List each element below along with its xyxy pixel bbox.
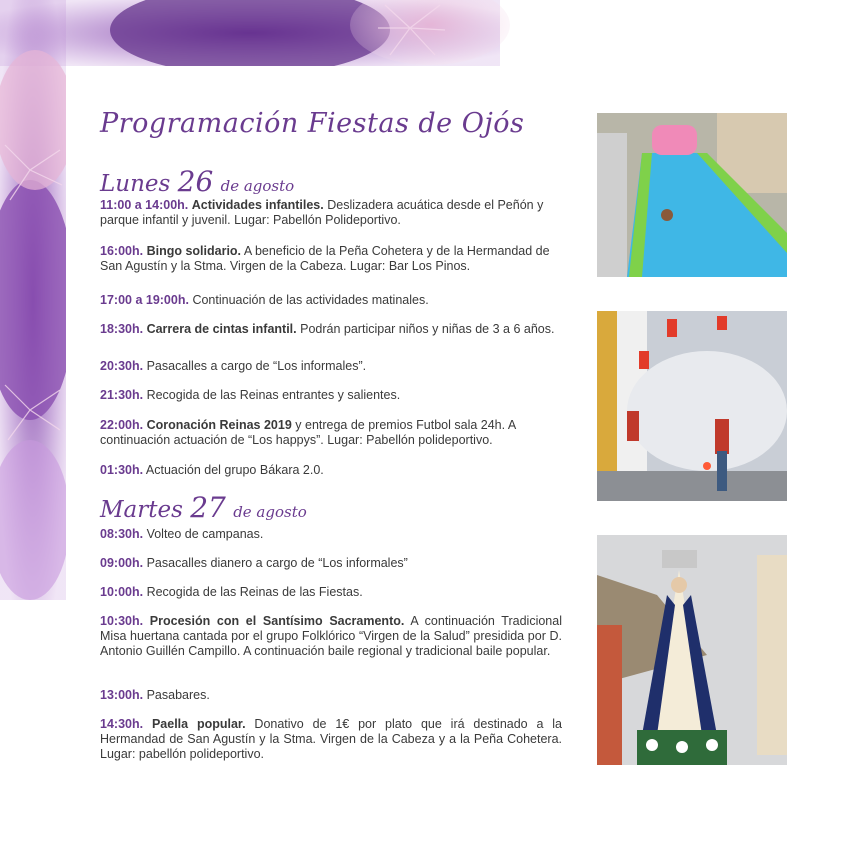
schedule-description: Recogida de las Reinas de las Fiestas. bbox=[146, 585, 363, 599]
schedule-time: 13:00h. bbox=[100, 688, 144, 702]
schedule-time: 10:30h. bbox=[100, 614, 144, 628]
schedule-item bbox=[100, 322, 562, 337]
schedule-time: 08:30h. bbox=[100, 527, 144, 541]
schedule-description: Pasacalles dianero a cargo de “Los informales” bbox=[146, 556, 408, 570]
schedule-description: Pasabares. bbox=[146, 688, 210, 702]
firecracker-street-photo bbox=[597, 311, 787, 501]
schedule-item bbox=[100, 388, 562, 403]
schedule-time: 14:30h. bbox=[100, 717, 144, 731]
schedule-time: 10:00h. bbox=[100, 585, 144, 599]
page-title: Programación Fiestas de Ojós bbox=[100, 108, 525, 139]
schedule-description: Recogida de las Reinas entrantes y salientes. bbox=[146, 388, 401, 402]
water-slide-photo bbox=[597, 113, 787, 277]
schedule-time: 11:00 a 14:00h. bbox=[100, 198, 189, 212]
schedule-time: 22:00h. bbox=[100, 418, 144, 432]
schedule-time: 20:30h. bbox=[100, 359, 144, 373]
schedule-description: Deslizadera acuática desde el Peñón y parque infantil y juvenil. Lugar: Pabellón Polideportivo. bbox=[100, 198, 544, 227]
schedule-item bbox=[100, 244, 562, 274]
schedule-event-title: Procesión con el Santísimo Sacramento. bbox=[149, 614, 405, 628]
schedule-description: Volteo de campanas. bbox=[146, 527, 264, 541]
schedule-item bbox=[100, 717, 562, 762]
schedule-time: 01:30h. bbox=[100, 463, 144, 477]
schedule-time: 18:30h. bbox=[100, 322, 144, 336]
schedule-time: 16:00h. bbox=[100, 244, 144, 258]
day-heading-monday: Lunes 26 de agosto bbox=[100, 165, 295, 198]
schedule-description: Continuación de las actividades matinales. bbox=[192, 293, 429, 307]
schedule-time: 17:00 a 19:00h. bbox=[100, 293, 189, 307]
schedule-item bbox=[100, 293, 562, 308]
schedule-description: A beneficio de la Peña Cohetera y de la Hermandad de San Agustín y la Stma. Virgen de la Cabeza. Lugar: Bar Los Pinos. bbox=[100, 244, 550, 273]
schedule-time: 09:00h. bbox=[100, 556, 144, 570]
schedule-description: Podrán participar niños y niñas de 3 a 6 años. bbox=[300, 322, 555, 336]
schedule-item bbox=[100, 527, 562, 542]
schedule-description: Pasacalles a cargo de “Los informales”. bbox=[146, 359, 367, 373]
schedule-event-title: Carrera de cintas infantil. bbox=[146, 322, 297, 336]
schedule-item bbox=[100, 556, 562, 571]
schedule-item bbox=[100, 614, 562, 659]
schedule-description: y entrega de premios Futbol sala 24h. A continuación actuación de “Los happys”. Lugar: Pabellón polideportivo. bbox=[100, 418, 516, 447]
schedule-item bbox=[100, 463, 562, 478]
schedule-item bbox=[100, 198, 562, 228]
schedule-description: Actuación del grupo Bákara 2.0. bbox=[145, 463, 324, 477]
schedule-event-title: Actividades infantiles. bbox=[191, 198, 324, 212]
schedule-item bbox=[100, 688, 562, 703]
schedule-item bbox=[100, 359, 562, 374]
day-heading-tuesday: Martes 27 de agosto bbox=[100, 491, 307, 524]
schedule-event-title: Paella popular. bbox=[151, 717, 246, 731]
schedule-description: A continuación Tradicional Misa huertana cantada por el grupo Folklórico “Virgen de la Salud” presidida por D. Antonio Guillén Campillo. A continuación baile regional y tradicional baile popular. bbox=[100, 614, 562, 658]
virgin-procession-photo bbox=[597, 535, 787, 765]
schedule-item bbox=[100, 418, 562, 448]
schedule-time: 21:30h. bbox=[100, 388, 144, 402]
schedule-description: Donativo de 1€ por plato que irá destinado a la Hermandad de San Agustín y la Stma. Virgen de la Cabeza y a la Peña Cohetera. Lugar: pabellón polideportivo. bbox=[100, 717, 562, 761]
schedule-event-title: Coronación Reinas 2019 bbox=[146, 418, 292, 432]
schedule-event-title: Bingo solidario. bbox=[146, 244, 242, 258]
schedule-item bbox=[100, 585, 562, 600]
